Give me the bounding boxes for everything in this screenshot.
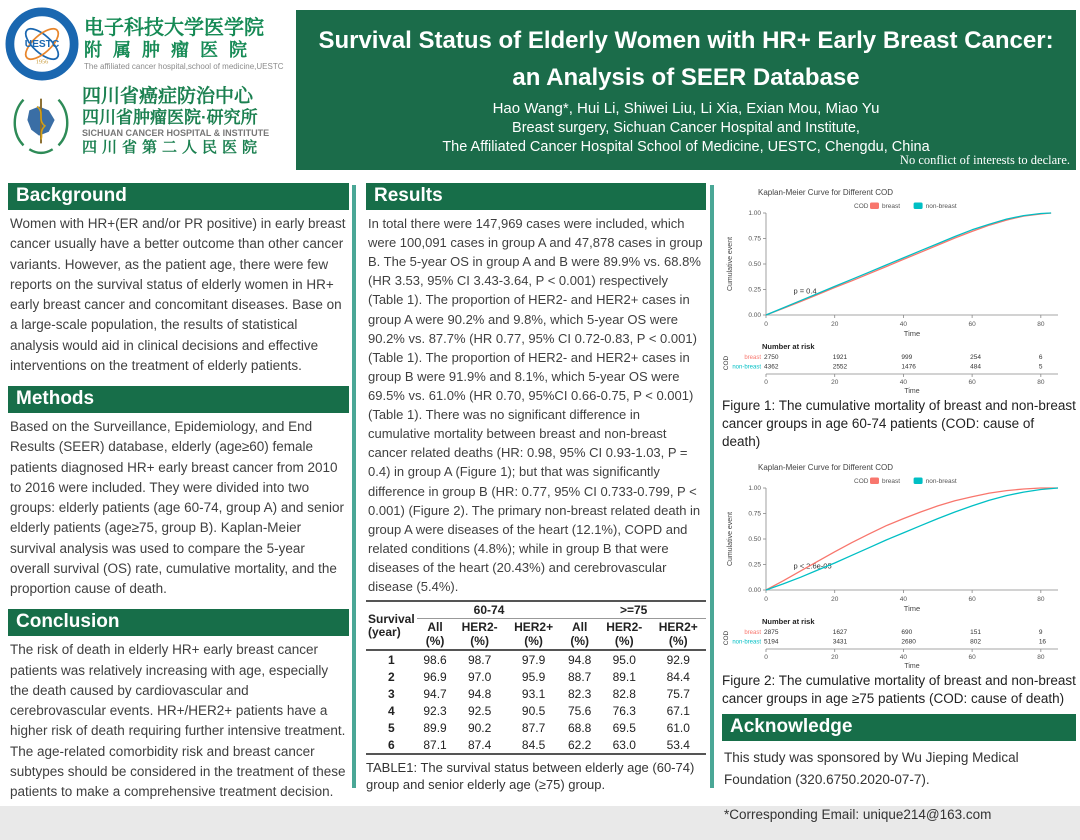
- poster-title-line1: Survival Status of Elderly Women with HR+ Early Breast Cancer:: [318, 27, 1054, 54]
- table-cell: 75.7: [666, 686, 690, 701]
- group-header-ge75: >=75: [561, 601, 706, 619]
- table-cell: 62.2: [568, 737, 592, 752]
- km-p-value: p = 0.4: [793, 286, 817, 296]
- risk-row-label-breast: breast: [744, 355, 761, 361]
- svg-text:60: 60: [968, 379, 976, 386]
- risk-value: 690: [901, 628, 913, 636]
- svg-text:60: 60: [968, 321, 976, 328]
- table-corner-header: Survival (year): [366, 601, 417, 650]
- risk-value: 151: [970, 628, 981, 636]
- table-cell: 98.6: [423, 652, 447, 667]
- risk-value: 1476: [901, 363, 916, 371]
- table-cell: 6: [388, 737, 395, 752]
- table-cell: 98.7: [467, 652, 492, 667]
- corresponding-email: *Corresponding Email: unique214@163.com: [724, 807, 992, 823]
- table-cell: 88.7: [568, 669, 592, 684]
- km-xlabel: Time: [903, 603, 921, 613]
- middle-column: [366, 183, 706, 794]
- col-header: All (%): [417, 619, 454, 651]
- risk-value: 5: [1038, 363, 1043, 371]
- svg-text:20: 20: [831, 379, 839, 386]
- risk-row-label-breast: breast: [744, 629, 761, 636]
- acknowledge-sponsor: This study was sponsored by Wu Jieping Medical Foundation (320.6750.2020-07-7).: [724, 750, 1019, 787]
- legend-label-breast: breast: [882, 203, 901, 210]
- svg-text:40: 40: [899, 595, 908, 603]
- col-header: All (%): [561, 619, 598, 651]
- svg-text:0.75: 0.75: [748, 510, 761, 518]
- figure-2: [722, 458, 1076, 708]
- table-cell: 82.3: [568, 686, 592, 701]
- km-title: Kaplan-Meier Curve for Different COD: [758, 188, 894, 197]
- col-header: HER2-(%): [598, 619, 650, 651]
- uestc-name-en: The affiliated cancer hospital,school of medicine,UESTC: [84, 62, 284, 72]
- table-cell: 94.7: [423, 686, 447, 701]
- svg-text:0: 0: [764, 653, 768, 661]
- svg-text:80: 80: [1037, 595, 1045, 603]
- uestc-name-cn: 电子科技大学医学院: [84, 16, 264, 39]
- table-cell: 92.3: [423, 703, 447, 718]
- svg-text:80: 80: [1037, 321, 1045, 328]
- table-cell: 75.6: [568, 703, 592, 718]
- right-column: [722, 183, 1076, 840]
- svg-text:60: 60: [968, 653, 976, 661]
- svg-text:20: 20: [831, 321, 839, 328]
- risk-axis-label: COD: [723, 630, 730, 645]
- svg-text:0: 0: [764, 321, 768, 328]
- legend-swatch-breast: [870, 477, 879, 484]
- risk-value: 4362: [764, 363, 779, 371]
- table-cell: 89.9: [423, 720, 447, 735]
- sichuan-center-cn: 四川省癌症防治中心: [82, 86, 254, 107]
- legend-label-breast: breast: [882, 477, 901, 485]
- svg-text:20: 20: [831, 595, 839, 603]
- risk-value: 802: [970, 638, 981, 646]
- table-cell: 53.4: [666, 737, 690, 752]
- risk-value: 9: [1038, 628, 1043, 636]
- poster-title: [296, 22, 1076, 96]
- risk-value: 484: [970, 363, 981, 371]
- left-column: [8, 183, 349, 812]
- table-cell: 90.2: [467, 720, 492, 735]
- column-divider-right: [710, 185, 714, 788]
- table-cell: 96.9: [423, 669, 447, 684]
- svg-text:1.00: 1.00: [748, 484, 761, 492]
- risk-value: 1921: [832, 354, 848, 361]
- svg-text:0.50: 0.50: [748, 261, 761, 269]
- svg-text:0.25: 0.25: [748, 561, 761, 569]
- table-cell: 87.4: [467, 737, 492, 752]
- risk-row-label-non-breast: non-breast: [732, 364, 761, 371]
- col-header: HER2+(%): [506, 619, 561, 651]
- table-cell: 95.0: [612, 652, 636, 667]
- table-row: [366, 736, 706, 754]
- svg-text:Time: Time: [904, 388, 920, 395]
- table-cell: 84.5: [521, 737, 546, 752]
- table-cell: 94.8: [568, 652, 592, 667]
- risk-value: 6: [1038, 354, 1043, 361]
- table-cell: 87.7: [521, 720, 546, 735]
- sichuan-hospital-en: SICHUAN CANCER HOSPITAL & INSTITUTE: [82, 128, 270, 139]
- svg-text:1.00: 1.00: [748, 210, 761, 218]
- sichuan-second-hospital-cn: 四川省第二人民医院: [82, 139, 263, 157]
- title-banner: [296, 10, 1076, 170]
- legend-swatch-breast: [870, 203, 879, 210]
- table-cell: 3: [388, 686, 395, 701]
- svg-text:0.25: 0.25: [748, 286, 761, 294]
- table-cell: 1: [388, 652, 395, 667]
- figure-2-caption: Figure 2: The cumulative mortality of breast and non-breast cancer groups in age ≥75 patients (COD: cause of death): [722, 672, 1076, 706]
- svg-text:60: 60: [968, 595, 976, 603]
- table-cell: 69.5: [612, 720, 636, 735]
- risk-value: 2552: [832, 363, 848, 371]
- table-group-header-row: [366, 601, 706, 619]
- svg-text:0.50: 0.50: [748, 535, 761, 543]
- risk-value: 2680: [901, 638, 916, 646]
- table-row: [366, 702, 706, 719]
- table-cell: 61.0: [666, 720, 690, 735]
- col-header: HER2-(%): [453, 619, 505, 651]
- table-cell: 92.5: [467, 703, 492, 718]
- legend-label-non-breast: non-breast: [925, 477, 957, 485]
- table-cell: 68.8: [568, 720, 592, 735]
- methods-section-header: Methods: [8, 386, 349, 413]
- km-curve-breast: [766, 213, 1051, 315]
- svg-text:Time: Time: [904, 662, 920, 670]
- km-xlabel: Time: [903, 329, 921, 338]
- svg-text:0.75: 0.75: [748, 235, 761, 243]
- affiliation-line2: The Affiliated Cancer Hospital School of Medicine, UESTC, Chengdu, China: [442, 139, 930, 156]
- table-cell: 89.1: [612, 669, 636, 684]
- column-divider-left: [352, 185, 356, 788]
- acknowledge-text: [724, 747, 1074, 826]
- background-text: Women with HR+(ER and/or PR positive) in early breast cancer usually have a better outcome than other cancer variants. However, as the patient age, there were few reports on the survival status of elderly women in HR+ early breast cancer and concomitant diseases. Base on a large-scale population, the results of statistical analysis would aid in clinical decisions and effective interventions on the treatment of elderly patients.: [10, 216, 346, 373]
- risk-value: 2750: [764, 354, 779, 361]
- risk-value: 2875: [764, 628, 779, 636]
- poster-title-line2: an Analysis of SEER Database: [512, 64, 860, 92]
- svg-text:40: 40: [899, 321, 908, 328]
- uestc-logo-text: [84, 17, 284, 72]
- table-cell: 95.9: [521, 669, 546, 684]
- km-title: Kaplan-Meier Curve for Different COD: [758, 462, 894, 472]
- risk-value: 3431: [832, 638, 848, 646]
- svg-text:40: 40: [899, 653, 908, 661]
- km-curve-breast: [766, 488, 1058, 590]
- risk-value: 999: [901, 354, 913, 361]
- table-column-header-row: [366, 619, 706, 651]
- svg-text:80: 80: [1037, 653, 1045, 661]
- km-p-value: p < 2.6e-05: [793, 561, 832, 571]
- uestc-hospital-cn: 附属肿瘤医院: [84, 39, 258, 60]
- legend-swatch-non-breast: [914, 477, 923, 484]
- table-cell: 97.9: [521, 652, 546, 667]
- km-curve-non-breast: [766, 213, 1051, 315]
- table-cell: 82.8: [612, 686, 636, 701]
- svg-text:0.00: 0.00: [748, 312, 761, 320]
- legend-label-non-breast: non-breast: [925, 203, 957, 210]
- methods-text: Based on the Surveillance, Epidemiology, and End Results (SEER) database, elderly (age≥60) female patients diagnosed HR+ early breast cancer from 2010 to 2016 were included. They were divided into two groups: elderly patients (age 60-74, group A) and senior elderly patients (age≥75, group B). Kaplan-Meier survival analysis was used to compare the 5-year overall survival (OS) rate, cumulative mortality, and the proportion cause of death.: [10, 419, 344, 596]
- col-header: HER2+(%): [651, 619, 707, 651]
- risk-value: 1627: [832, 628, 848, 636]
- table-cell: 90.5: [521, 703, 546, 718]
- table-row: [366, 668, 706, 685]
- risk-axis-label: COD: [723, 355, 730, 371]
- table-row: [366, 685, 706, 702]
- table-cell: 97.0: [467, 669, 492, 684]
- sichuan-logo-row: [6, 86, 294, 158]
- svg-text:0.00: 0.00: [748, 586, 761, 594]
- risk-table-title: Number at risk: [762, 616, 815, 626]
- table-cell: 2: [388, 669, 395, 684]
- table-cell: 76.3: [612, 703, 636, 718]
- survival-table: [366, 600, 706, 755]
- km-curve-non-breast: [766, 488, 1058, 590]
- table-cell: 5: [388, 720, 395, 735]
- conclusion-section-header: Conclusion: [8, 609, 349, 636]
- svg-text:1956: 1956: [35, 58, 49, 66]
- km-plot-figure1: [722, 183, 1076, 395]
- table-cell: 93.1: [521, 686, 546, 701]
- figure-1-caption: Figure 1: The cumulative mortality of breast and non-breast cancer groups in age 60-74 patients (COD: cause of death): [722, 398, 1076, 450]
- risk-table-title: Number at risk: [762, 342, 815, 351]
- km-ylabel: Cumulative event: [727, 236, 734, 292]
- km-ylabel: Cumulative event: [727, 511, 734, 566]
- results-section-header: Results: [366, 183, 706, 210]
- risk-value: 5194: [764, 638, 779, 646]
- acknowledge-section-header: Acknowledge: [722, 714, 1076, 741]
- institution-logos: [6, 8, 294, 164]
- conclusion-text: The risk of death in elderly HR+ early breast cancer patients was relatively increasing with age, especially the death caused by cardiovascular and cerebrovascular events. HR+/HER2+ patients have a higher risk of death requiring further intensive treatment. The age-related comorbidity risk and breast cancer subtypes should be considered in the treatment of these patients to make a comprehensive treatment decision.: [10, 642, 346, 799]
- svg-text:0: 0: [764, 595, 768, 603]
- table-caption: TABLE1: The survival status between elderly age (60-74) group and senior elderly age (≥75) group.: [366, 760, 695, 793]
- table-cell: 87.1: [423, 737, 447, 752]
- risk-value: 254: [970, 354, 981, 361]
- results-text: In total there were 147,969 cases were included, which were 100,091 cases in group A and 47,878 cases in group B. The 5-year OS in group A and B were 89.9% vs. 68.8% (HR 3.53, 95% CI 3.43-3.64, P < 0.001) respectively (Table 1). The proportion of HER2- and HER2+ cases in group A were 90.2% and 9.8%, which 5-year OS were 90.2% vs. 87.7% (HR 0.77, 95% CI 0.72-0.83, P < 0.001) (Table 1). The proportion of HER2- and HER2+ cases in group B were 91.9% and 8.1%, which 5-year OS were 69.5% vs. 61.0% (HR 0.70, 95%CI 0.66-0.75, P < 0.001) (Table 1). There was no significant difference in cumulative mortality between breast and non-breast cancer related deaths (HR: 0.98, 95% CI 0.93-1.03, P = 0.4) in group A (Figure 1); but that was significantly difference in group B (HR: 0.77, 95% CI 0.733-0.799, P < 0.001) (Figure 2). The primary non-breast related death in group A were diseases of the heart (12.1%), COPD and related conditions (4.8%); while in group B that were diseases of the heart (20.43%) and cerebrovascular disease (5.4%).: [368, 216, 703, 595]
- svg-text:20: 20: [831, 653, 839, 661]
- legend-swatch-non-breast: [914, 203, 923, 210]
- sichuan-logo-text: [82, 86, 269, 158]
- authors: Hao Wang*, Hui Li, Shiwei Liu, Li Xia, Exian Mou, Miao Yu: [492, 100, 880, 118]
- risk-row-label-non-breast: non-breast: [732, 639, 761, 646]
- km-legend-title: COD: [854, 477, 869, 485]
- svg-text:80: 80: [1037, 379, 1045, 386]
- km-legend-title: COD: [854, 203, 869, 210]
- svg-text:0: 0: [764, 379, 768, 386]
- background-section-header: Background: [8, 183, 349, 210]
- uestc-logo-row: [6, 8, 294, 80]
- table-cell: 92.9: [666, 652, 690, 667]
- sichuan-cancer-hospital-logo-icon: [6, 87, 76, 157]
- group-header-60-74: 60-74: [417, 601, 562, 619]
- svg-text:40: 40: [899, 379, 908, 386]
- risk-value: 16: [1038, 638, 1047, 646]
- svg-text:UESTC: UESTC: [24, 38, 60, 50]
- table-cell: 94.8: [467, 686, 492, 701]
- table-cell: 67.1: [666, 703, 690, 718]
- table-cell: 84.4: [666, 669, 690, 684]
- sichuan-hospital-cn: 四川省肿瘤医院·研究所: [82, 107, 258, 127]
- km-plot-figure2: [722, 458, 1076, 670]
- affiliation-line1: Breast surgery, Sichuan Cancer Hospital and Institute,: [512, 120, 860, 137]
- table-cell: 4: [388, 703, 395, 718]
- table-row: [366, 650, 706, 668]
- figure-1: [722, 183, 1076, 452]
- conflict-disclosure: No conflict of interests to declare.: [899, 153, 1070, 167]
- table-cell: 63.0: [612, 737, 636, 752]
- table-row: [366, 719, 706, 736]
- uestc-logo-icon: [6, 8, 78, 80]
